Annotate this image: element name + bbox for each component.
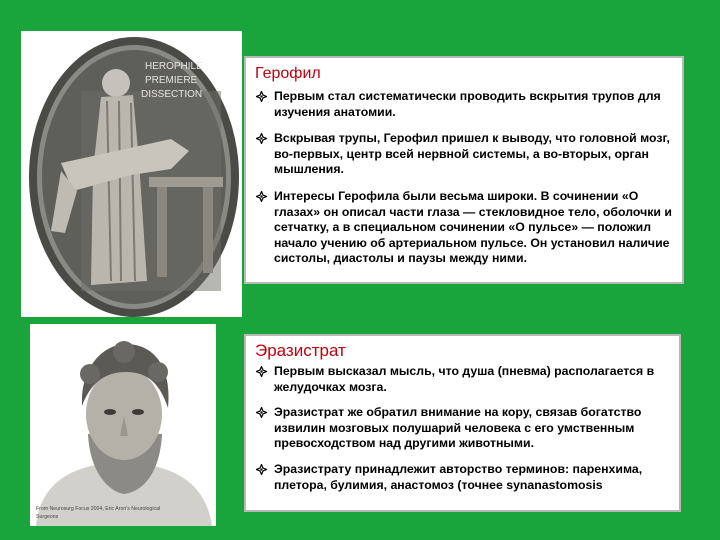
erasistratus-panel — [244, 334, 681, 512]
diamond-bullet-icon — [256, 133, 267, 144]
herophilus-title: Герофил — [255, 65, 321, 82]
inscription-line-1: HEROPHILE — [145, 61, 203, 72]
herophilus-bullet-1 — [253, 89, 676, 120]
diamond-bullet-icon — [256, 464, 267, 475]
erasistratus-bullet-list — [253, 364, 673, 493]
inscription-line-2: PREMIERE — [145, 75, 198, 86]
bust-caption-line-1: From Neurosurg Focus 2004, Eric Aron's Neurological — [36, 506, 161, 512]
bust-caption-line-2: Surgeons — [36, 514, 59, 520]
erasistratus-bullet-2 — [253, 405, 673, 452]
diamond-bullet-icon — [256, 366, 267, 377]
herophilus-panel — [244, 56, 684, 284]
inscription-line-3: DISSECTION — [141, 89, 203, 100]
erasistratus-bullet-3 — [253, 462, 673, 493]
herophilus-bullet-2 — [253, 131, 676, 178]
herophilus-bullet-3-text: Интересы Герофила были весьма широки. В сочинении «О глазах» он описал части глаза — стекловидное тело, оболочки и сетчатку, а в специальном сочинении «О пульсе» — положил начало учению об артериальном пульсе. Он установил наличие систолы, диастолы и паузы между ними. — [274, 188, 672, 266]
erasistratus-bullet-1-text: Первым высказал мысль, что душа (пневма) располагается в желудочках мозга. — [274, 364, 655, 394]
relief-illustration — [21, 31, 242, 317]
bust-illustration — [30, 324, 216, 526]
herophilus-bullet-list — [253, 89, 676, 267]
herophilus-bullet-3 — [253, 189, 676, 267]
diamond-bullet-icon — [256, 407, 267, 418]
herophilus-bullet-1-text: Первым стал систематически проводить вскрытия трупов для изучения анатомии. — [274, 89, 661, 119]
diamond-bullet-icon — [256, 191, 267, 202]
erasistratus-bullet-2-text: Эразистрат же обратил внимание на кору, связав богатство извилин мозговых полушарий человека с его умственным превосходством над другими животными. — [274, 405, 642, 451]
diamond-bullet-icon — [256, 91, 267, 102]
herophilus-bullet-2-text: Вскрывая трупы, Герофил пришел к выводу, что головной мозг, во-первых, центр всей нервной системы, а во-вторых, орган мышления. — [274, 131, 670, 177]
erasistratus-bullet-3-text: Эразистрату принадлежит авторство терминов: паренхима, плетора, булимия, анастомоз (точнее synanastomosis — [274, 461, 643, 492]
erasistratus-bullet-1 — [253, 364, 673, 395]
erasistratus-title: Эразистрат — [255, 341, 346, 360]
erasistratus-bust-image — [30, 324, 216, 526]
herophilus-relief-image — [21, 31, 242, 317]
